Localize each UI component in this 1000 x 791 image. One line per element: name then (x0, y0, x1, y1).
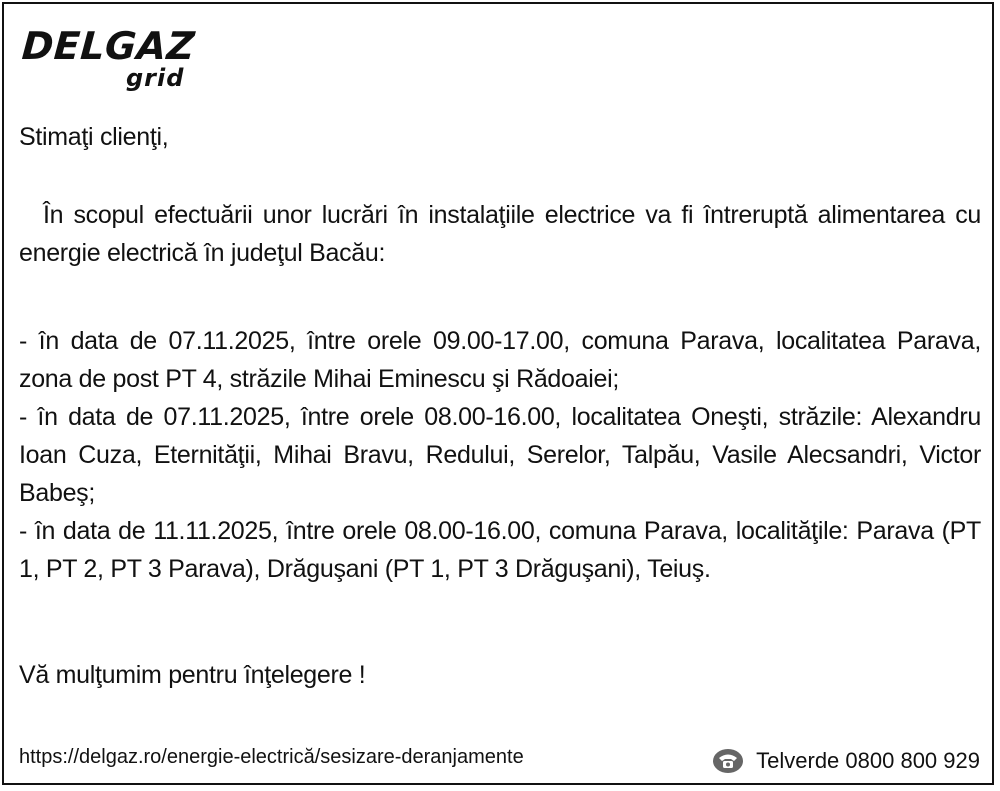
greeting: Stimaţi clienţi, (19, 123, 169, 151)
intro-text: În scopul efectuării unor lucrări în instalaţiile electrice va fi întreruptă alimentarea cu energie electrică în judeţul Bacău: (19, 201, 981, 267)
delgaz-grid-logo (22, 26, 202, 96)
outage-item: - în data de 07.11.2025, între orele 09.00-17.00, comuna Parava, localitatea Parava, zona de post PT 4, străzile Mihai Eminescu şi Rădoaiei; (19, 327, 981, 393)
sesizare-link[interactable]: https://delgaz.ro/energie-electrică/sesizare-deranjamente (19, 746, 524, 768)
phone-number: Telverde 0800 800 929 (756, 748, 980, 773)
thanks-line: Vă mulţumim pentru înţelegere ! (19, 661, 366, 689)
phone-contact (712, 746, 980, 776)
logo-sub: grid (126, 64, 185, 92)
outage-item: - în data de 07.11.2025, între orele 08.00-16.00, localitatea Oneşti, străzile: Alexandru Ioan Cuza, Eternităţii, Mihai Bravu, Redului, Serelor, Talpău, Vasile Alecsandri, Victor Babeş; (19, 403, 981, 507)
logo-brand: DELGAZ (20, 24, 197, 68)
intro-paragraph (19, 196, 981, 272)
outage-list (19, 322, 981, 588)
outage-item: - în data de 11.11.2025, între orele 08.00-16.00, comuna Parava, localităţile: Parava (PT 1, PT 2, PT 3 Parava), Drăguşani (PT 1, PT 3 Drăguşani), Teiuş. (19, 517, 981, 583)
telephone-icon (712, 748, 744, 774)
